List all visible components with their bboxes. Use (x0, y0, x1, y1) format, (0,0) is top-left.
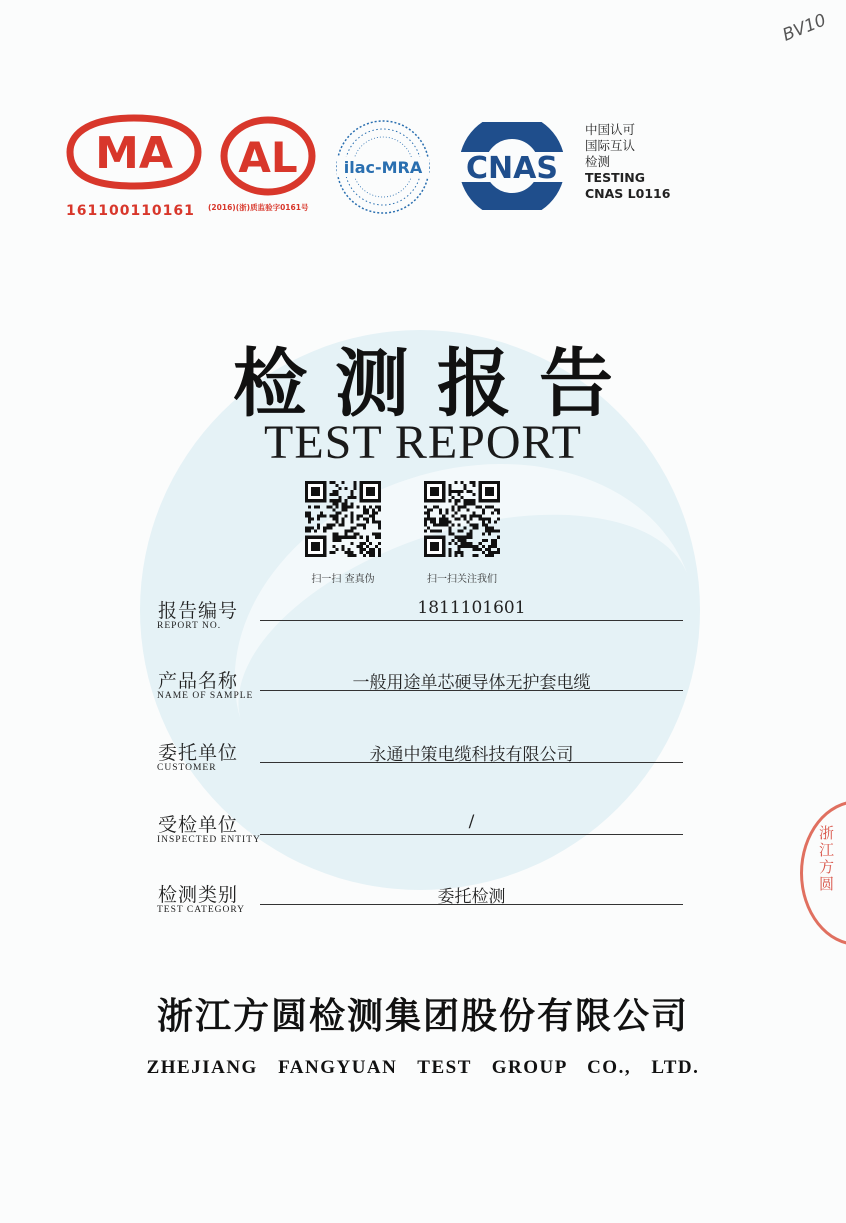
cnas-logo (450, 122, 574, 210)
cal-code: (2016)(浙)质监验字0161号 (208, 203, 309, 212)
svg-text:MA: MA (95, 128, 173, 179)
handwritten-note: BV10 (779, 10, 830, 46)
field-label-cn: 产品名称 (158, 670, 239, 692)
company-name-cn: 浙江方圆检测集团股份有限公司 (156, 996, 689, 1037)
qr-code-follow[interactable] (424, 481, 500, 561)
company-name-en: ZHEJIANG FANGYUAN TEST GROUP CO., LTD. (146, 1057, 700, 1078)
field-report-no (150, 596, 690, 656)
field-test-category (150, 880, 690, 940)
cma-code: 161100110161 (66, 203, 195, 219)
field-label-en: REPORT NO. (157, 621, 222, 631)
field-value: 委托检测 (437, 887, 506, 907)
cnas-line: CNAS L0116 (585, 186, 671, 201)
field-label-en: TEST CATEGORY (157, 905, 246, 915)
svg-text:ilac-MRA: ilac-MRA (343, 158, 423, 177)
ilac-mra-logo (333, 117, 433, 217)
field-value: 1811101601 (417, 598, 526, 618)
field-label-cn: 报告编号 (158, 600, 239, 622)
cnas-line: 检测 (585, 154, 611, 169)
qr-code-verify[interactable] (305, 481, 381, 561)
field-value: 一般用途单芯硬导体无护套电缆 (352, 673, 591, 693)
cma-logo (64, 112, 204, 192)
cal-logo (220, 116, 316, 196)
field-label-en: NAME OF SAMPLE (157, 691, 254, 701)
company-seal: 浙江方圆 (800, 800, 846, 946)
cnas-line: TESTING (585, 170, 645, 185)
cnas-line: 中国认可 (585, 122, 636, 137)
cnas-line: 国际互认 (585, 138, 636, 153)
report-title-en: TEST REPORT (264, 416, 582, 469)
field-label-cn: 受检单位 (158, 814, 239, 836)
field-value: 永通中策电缆科技有限公司 (369, 745, 574, 765)
field-sample-name (150, 666, 690, 726)
field-label-cn: 检测类别 (158, 884, 239, 906)
field-label-en: INSPECTED ENTITY (157, 835, 261, 845)
field-underline (260, 620, 683, 621)
field-value: / (468, 812, 475, 832)
svg-text:AL: AL (238, 133, 298, 182)
field-label-cn: 委托单位 (158, 742, 239, 764)
field-customer (150, 738, 690, 798)
qr-caption-verify: 扫一扫 查真伪 (311, 574, 375, 585)
field-inspected-entity (150, 810, 690, 870)
report-title-cn: 检测报告 (233, 341, 641, 427)
svg-text:CNAS: CNAS (466, 151, 558, 186)
field-underline (260, 834, 683, 835)
field-label-en: CUSTOMER (157, 763, 217, 773)
qr-caption-follow: 扫一扫关注我们 (427, 574, 497, 585)
cnas-accreditation-text (585, 122, 670, 202)
